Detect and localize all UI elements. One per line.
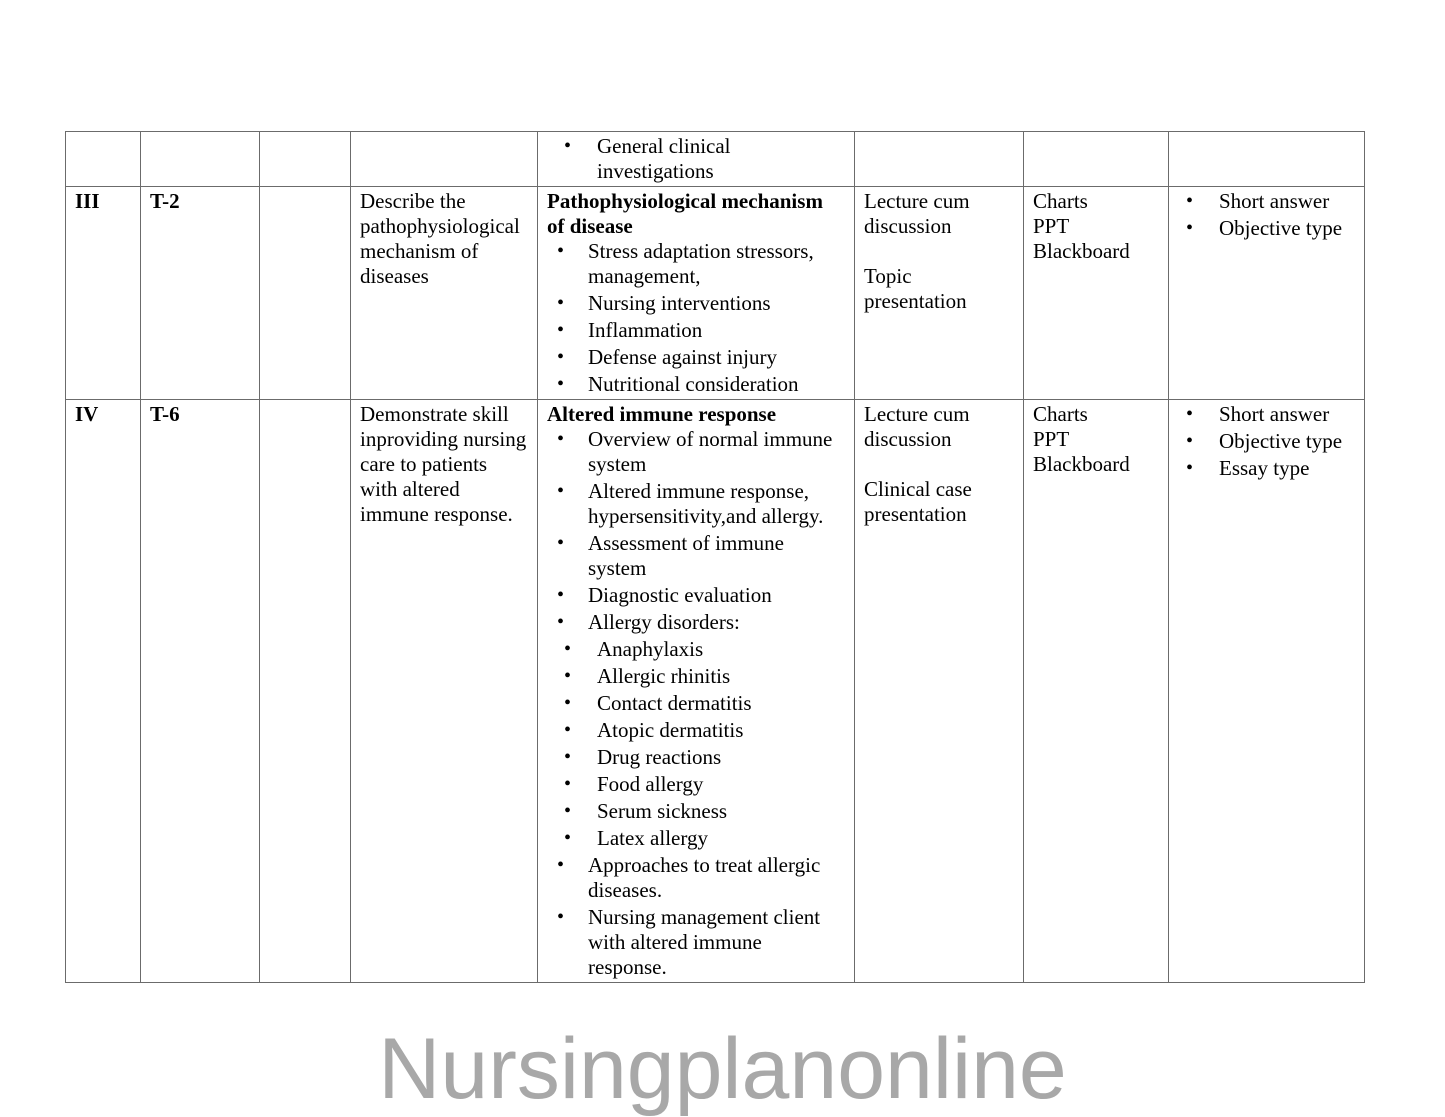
- list-item: • Assessment of immune system: [547, 531, 845, 581]
- unit-cell: [66, 132, 141, 187]
- teaching-method: Lecture cum discussion: [864, 189, 970, 238]
- content-list: [547, 239, 845, 397]
- unit-cell: IV: [66, 400, 141, 983]
- aid-item: Charts: [1033, 189, 1088, 213]
- aid-item: Blackboard: [1033, 452, 1130, 476]
- aid-item: PPT: [1033, 427, 1070, 451]
- content-heading: Pathophysiological mechanism of disease: [547, 189, 823, 238]
- aid-item: Charts: [1033, 402, 1088, 426]
- aids-cell: [1024, 132, 1169, 187]
- content-cell: [538, 187, 855, 400]
- list-item: • Nutritional consideration: [547, 372, 845, 397]
- evaluation-list: [1178, 402, 1355, 481]
- table-row: [66, 187, 1365, 400]
- content-cell: [538, 132, 855, 187]
- evaluation-cell: [1169, 400, 1365, 983]
- hours-cell: [260, 187, 351, 400]
- hours-cell: [260, 132, 351, 187]
- aid-item: Blackboard: [1033, 239, 1130, 263]
- list-item: • Contact dermatitis: [547, 691, 845, 716]
- objective-cell: Demonstrate skill inproviding nursing care to patients with altered immune response.: [351, 400, 538, 983]
- list-item: • Serum sickness: [547, 799, 845, 824]
- time-cell: T-2: [141, 187, 260, 400]
- list-item: • Objective type: [1178, 216, 1355, 241]
- allergy-disorder-list: [547, 637, 845, 851]
- teaching-method: Lecture cum discussion: [864, 402, 970, 451]
- content-list: [547, 427, 845, 635]
- aids-cell: [1024, 187, 1169, 400]
- teaching-cell: [855, 400, 1024, 983]
- unit-cell: III: [66, 187, 141, 400]
- content-heading: Altered immune response: [547, 402, 777, 426]
- list-item: • Food allergy: [547, 772, 845, 797]
- content-list: [547, 134, 845, 184]
- evaluation-cell: [1169, 187, 1365, 400]
- content-list: [547, 853, 845, 980]
- list-item: • Diagnostic evaluation: [547, 583, 845, 608]
- list-item: • Defense against injury: [547, 345, 845, 370]
- list-item: • Nursing management client with altered immune response.: [547, 905, 845, 980]
- teaching-cell: [855, 132, 1024, 187]
- content-cell: [538, 400, 855, 983]
- time-cell: [141, 132, 260, 187]
- list-item: • Stress adaptation stressors, management,: [547, 239, 845, 289]
- evaluation-cell: [1169, 132, 1365, 187]
- list-item: • Drug reactions: [547, 745, 845, 770]
- hours-cell: [260, 400, 351, 983]
- list-item: • Objective type: [1178, 429, 1355, 454]
- list-item: • Overview of normal immune system: [547, 427, 845, 477]
- list-item: • Latex allergy: [547, 826, 845, 851]
- list-item: • Short answer: [1178, 189, 1355, 214]
- lesson-plan-table: [65, 131, 1365, 983]
- objective-cell: [351, 132, 538, 187]
- time-cell: T-6: [141, 400, 260, 983]
- list-item: • Inflammation: [547, 318, 845, 343]
- evaluation-list: [1178, 189, 1355, 241]
- teaching-cell: [855, 187, 1024, 400]
- teaching-method: Topic presentation: [864, 264, 967, 313]
- list-item: • Altered immune response, hypersensitivity,and allergy.: [547, 479, 845, 529]
- list-item: • Short answer: [1178, 402, 1355, 427]
- teaching-method: Clinical case presentation: [864, 477, 972, 526]
- watermark: Nursingplanonline: [378, 1021, 1067, 1117]
- objective-cell: Describe the pathophysiological mechanism of diseases: [351, 187, 538, 400]
- list-item: • Atopic dermatitis: [547, 718, 845, 743]
- list-item: • Anaphylaxis: [547, 637, 845, 662]
- list-item: • Allergic rhinitis: [547, 664, 845, 689]
- aid-item: PPT: [1033, 214, 1070, 238]
- list-item: • Nursing interventions: [547, 291, 845, 316]
- aids-cell: [1024, 400, 1169, 983]
- list-item: • Essay type: [1178, 456, 1355, 481]
- table-row: [66, 400, 1365, 983]
- table-row: [66, 132, 1365, 187]
- list-item: • Approaches to treat allergic diseases.: [547, 853, 845, 903]
- list-item: • General clinical investigations: [547, 134, 845, 184]
- list-item: • Allergy disorders:: [547, 610, 845, 635]
